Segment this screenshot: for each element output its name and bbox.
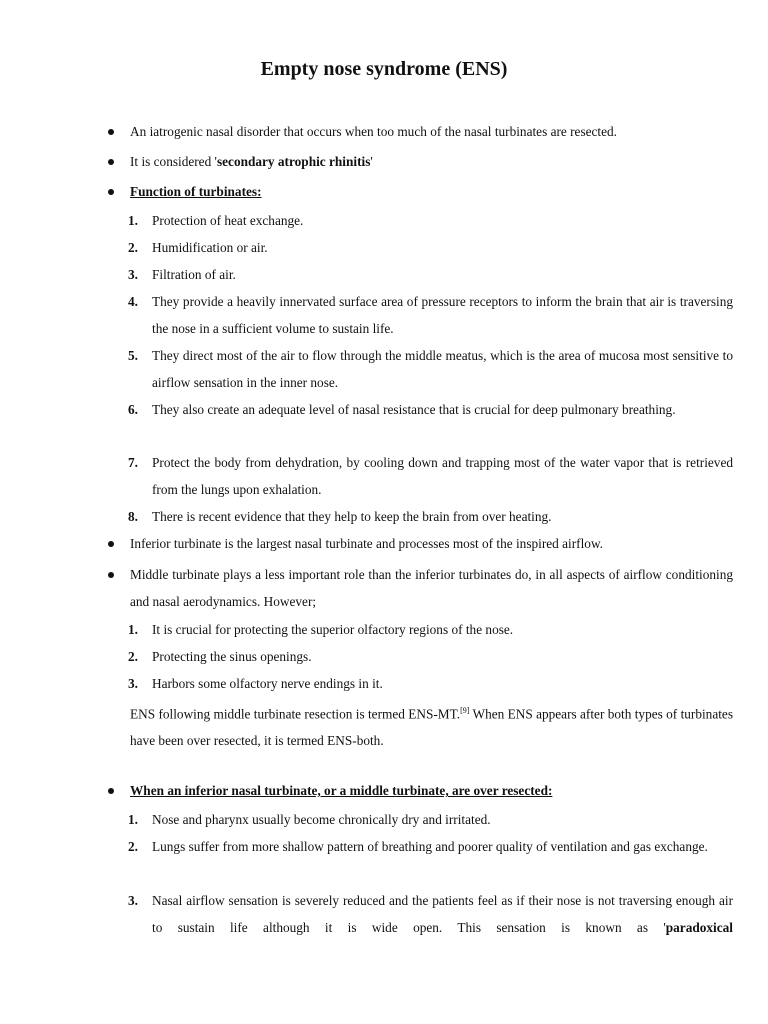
list-item: Nose and pharynx usually become chronically dry and irritated. bbox=[152, 812, 491, 827]
bold-term: secondary atrophic rhinitis bbox=[216, 154, 371, 169]
list-item: Protection of heat exchange. bbox=[152, 213, 304, 228]
intro-paragraph-2: It is considered 'secondary atrophic rhinitis' bbox=[130, 154, 373, 169]
bullet-icon bbox=[106, 157, 116, 167]
section-heading: When an inferior nasal turbinate, or a middle turbinate, are over resected: bbox=[130, 783, 553, 798]
list-item: Humidification or air. bbox=[152, 240, 268, 255]
bullet-icon bbox=[106, 187, 116, 197]
citation-ref[interactable]: [9] bbox=[460, 706, 470, 715]
page-title: Empty nose syndrome (ENS) bbox=[260, 58, 508, 80]
list-item: They direct most of the air to flow through the middle meatus, which is the area of mucosa most sensitive to airflow sensation in the inner nose. bbox=[152, 348, 733, 390]
list-item: They also create an adequate level of nasal resistance that is crucial for deep pulmonary breathing. bbox=[152, 402, 676, 417]
list-number: 1. bbox=[128, 213, 138, 228]
list-item: Protecting the sinus openings. bbox=[152, 649, 312, 664]
list-number: 8. bbox=[128, 509, 138, 524]
list-number: 2. bbox=[128, 839, 138, 854]
list-item: There is recent evidence that they help to keep the brain from over heating. bbox=[152, 509, 552, 524]
list-number: 2. bbox=[128, 240, 138, 255]
list-number: 7. bbox=[128, 455, 138, 470]
bullet-icon bbox=[106, 127, 116, 137]
list-item: Nasal airflow sensation is severely reduced and the patients feel as if their nose is not traversing enough air to sustain life although it is wide open. This sensation is known as 'paradoxical bbox=[152, 893, 733, 935]
list-item: Harbors some olfactory nerve endings in it. bbox=[152, 676, 383, 691]
intro-paragraph: An iatrogenic nasal disorder that occurs when too much of the nasal turbinates are resected. bbox=[130, 124, 618, 139]
bullet-icon bbox=[106, 570, 116, 580]
list-item: Lungs suffer from more shallow pattern of breathing and poorer quality of ventilation and gas exchange. bbox=[152, 839, 708, 854]
list-number: 3. bbox=[128, 267, 138, 282]
list-number: 3. bbox=[128, 893, 138, 908]
list-number: 3. bbox=[128, 676, 138, 691]
bold-term: paradoxical bbox=[665, 920, 733, 935]
list-number: 1. bbox=[128, 812, 138, 827]
list-number: 2. bbox=[128, 649, 138, 664]
section-heading: Function of turbinates: bbox=[130, 184, 262, 199]
list-item: It is crucial for protecting the superior olfactory regions of the nose. bbox=[152, 622, 514, 637]
list-number: 5. bbox=[128, 348, 138, 363]
ens-mt-paragraph: ENS following middle turbinate resection is termed ENS-MT.[9] When ENS appears after both types of turbinates have been over resected, it is termed ENS-both. bbox=[130, 706, 733, 749]
bullet-icon bbox=[106, 539, 116, 549]
middle-paragraph: Middle turbinate plays a less important role than the inferior turbinates do, in all aspects of airflow conditioning and nasal aerodynamics. However; bbox=[130, 567, 733, 609]
list-item: Protect the body from dehydration, by cooling down and trapping most of the water vapor that is retrieved from the lungs upon exhalation. bbox=[152, 455, 733, 497]
bullet-icon bbox=[106, 786, 116, 796]
inferior-paragraph: Inferior turbinate is the largest nasal turbinate and processes most of the inspired airflow. bbox=[130, 536, 604, 551]
list-number: 1. bbox=[128, 622, 138, 637]
list-number: 4. bbox=[128, 294, 138, 309]
list-number: 6. bbox=[128, 402, 138, 417]
list-item: They provide a heavily innervated surface area of pressure receptors to inform the brain that air is traversing the nose in a sufficient volume to sustain life. bbox=[152, 294, 733, 336]
list-item: Filtration of air. bbox=[152, 267, 236, 282]
